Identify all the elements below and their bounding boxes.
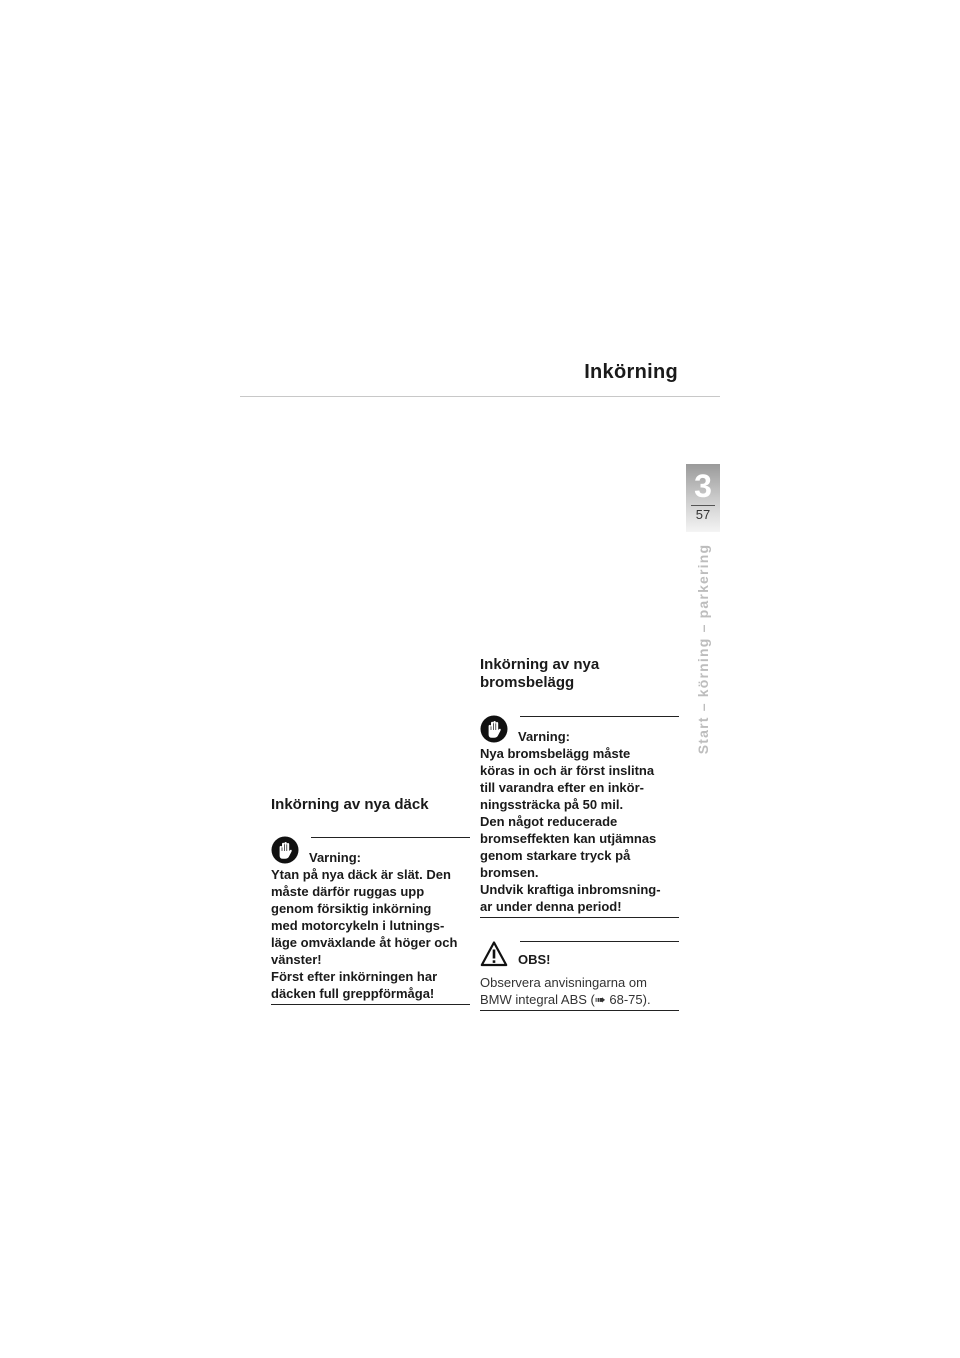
warning-rule [311,837,470,838]
warning-line: Den något reducerade [480,814,618,829]
warning-line: ningssträcka på 50 mil. [480,797,624,812]
warning-header [480,715,679,745]
warning-line: Ytan på nya däck är slät. Den [271,867,451,882]
warning-line: bromseffekten kan utjämnas [480,831,657,846]
exclamation-triangle-icon [480,940,508,968]
chapter-tab [686,464,720,532]
section-heading: Inkörning av nya däck [271,796,429,813]
section-new-brake-pads [480,656,679,1011]
heading-line: Inkörning av nya [480,656,600,673]
warning-label: Varning: [518,729,571,744]
warning-line: Först efter inkörningen har [271,969,438,984]
hand-stop-icon [271,836,299,864]
page-number: 57 [695,507,711,522]
warning-line: genom försiktig inkörning [271,901,432,916]
warning-text [271,866,470,1005]
warning-rule [520,716,679,717]
warning-line: med motorcykeln i lutnings- [271,918,445,933]
chapter-number: 3 [694,468,712,504]
note-header [480,940,679,974]
warning-text [480,745,679,918]
note-line: BMW integral ABS (➠ 68-75). [480,992,651,1007]
page-title: Inkörning [584,361,678,383]
warning-line: till varandra efter en inkör- [480,780,644,795]
warning-line: ar under denna period! [480,899,622,914]
warning-header [271,836,470,866]
section-heading [480,656,679,692]
warning-line: Undvik kraftiga inbromsning- [480,882,661,897]
warning-line: läge omväxlande åt höger och [271,935,458,950]
note-line: Observera anvisningarna om [480,975,647,990]
note-text [480,974,679,1011]
warning-line: köras in och är först inslitna [480,763,655,778]
header-rule [240,396,720,397]
hand-stop-icon [480,715,508,743]
section-new-tyres [271,796,470,1005]
warning-label: Varning: [309,850,362,865]
warning-line: måste därför ruggas upp [271,884,425,899]
warning-line: däcken full greppförmåga! [271,986,435,1001]
warning-line: Nya bromsbelägg måste [480,746,631,761]
warning-line: bromsen. [480,865,539,880]
chapter-side-label: Start – körning – parkering [695,543,711,755]
note-rule [520,941,679,942]
warning-line: vänster! [271,952,322,967]
heading-line: bromsbelägg [480,674,575,691]
chapter-divider [691,505,715,506]
note-label: OBS! [518,952,551,967]
warning-line: genom starkare tryck på [480,848,631,863]
